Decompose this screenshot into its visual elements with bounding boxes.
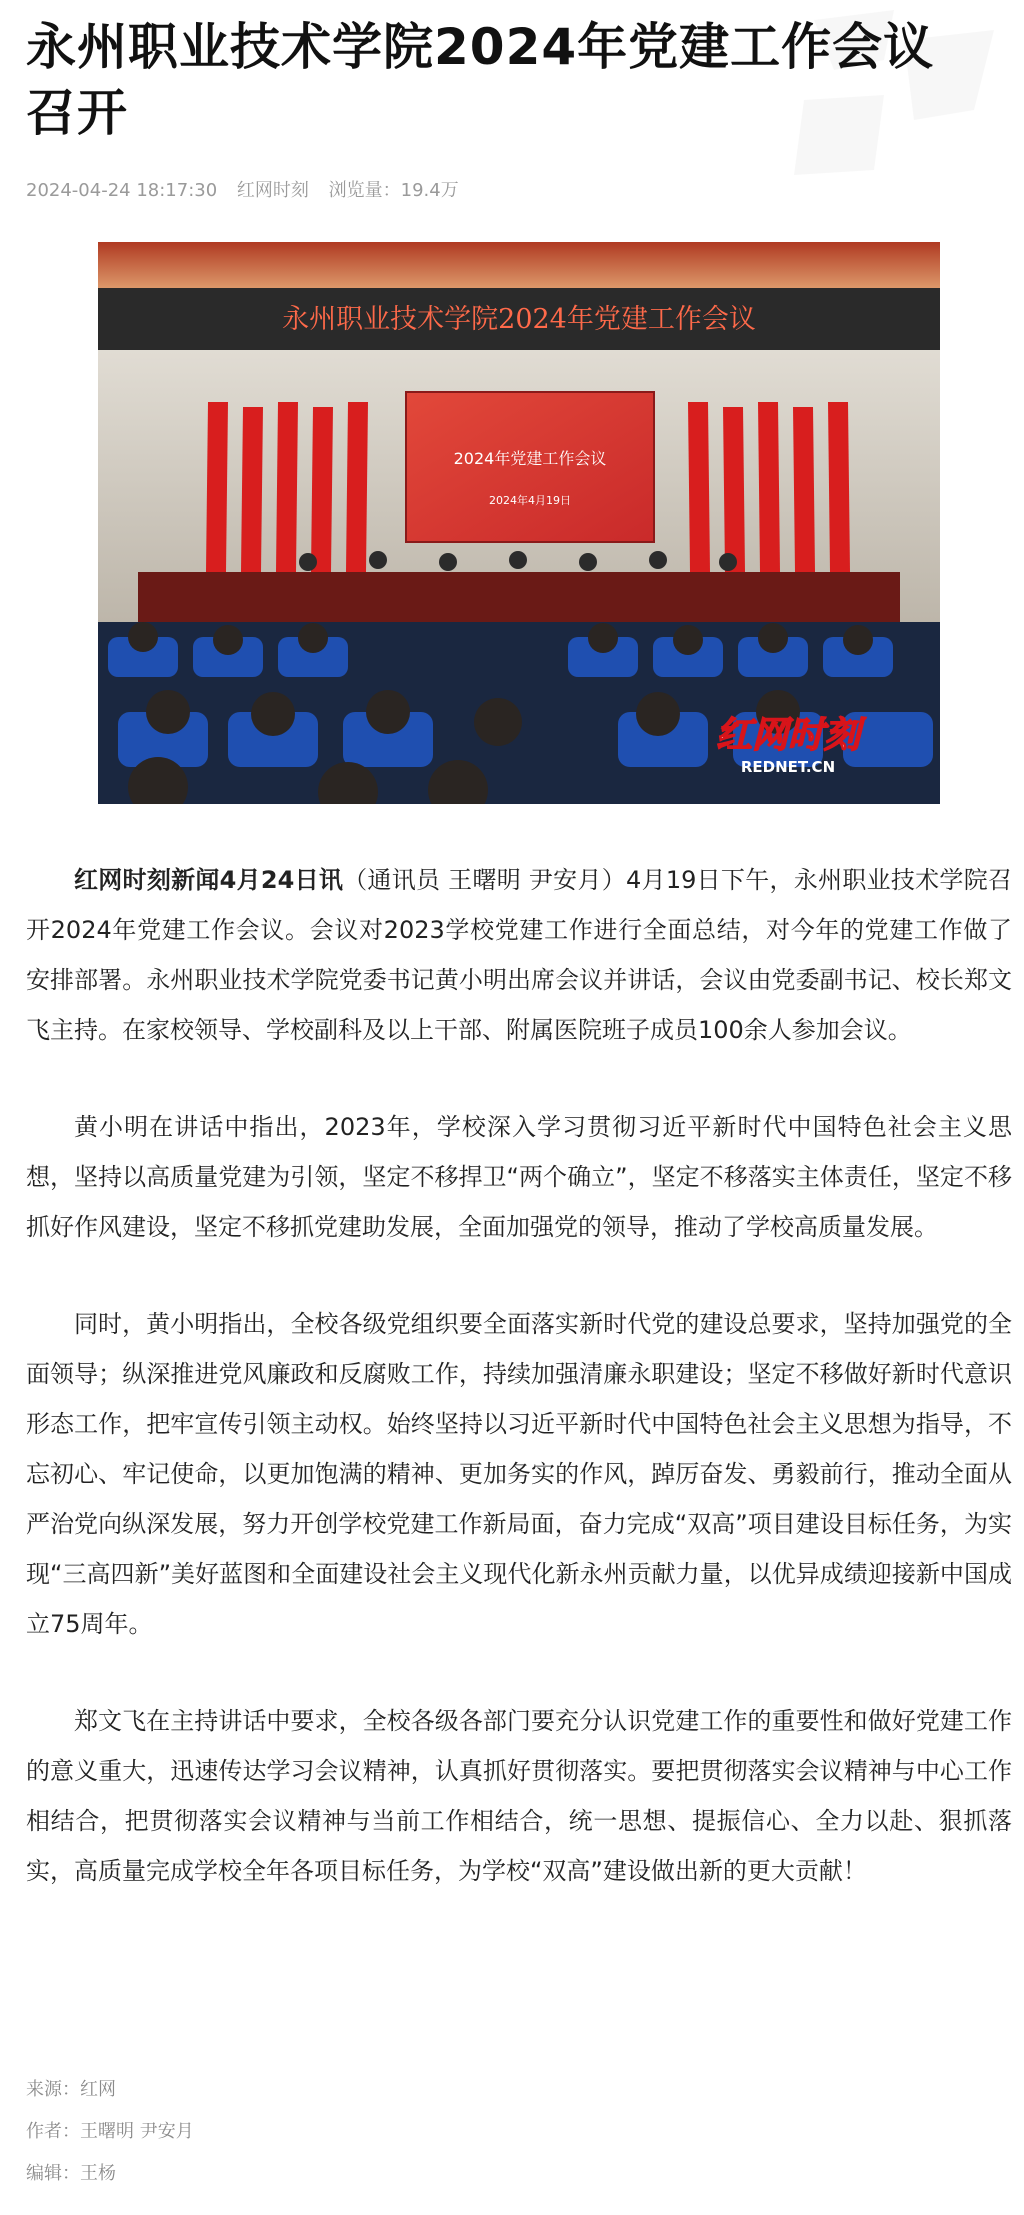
meeting-photo-illustration xyxy=(98,242,940,804)
view-count-value: 19.4万 xyxy=(400,180,459,201)
article-credits xyxy=(26,2069,194,2195)
credit-author: 作者：王曙明 尹安月 xyxy=(26,2121,194,2142)
view-count xyxy=(329,180,459,201)
news-lead: 红网时刻新闻4月24日讯 xyxy=(74,866,344,894)
article-paragraph: 同时，黄小明指出，全校各级党组织要全面落实新时代党的建设总要求，坚持加强党的全面领导；纵深推进党风廉政和反腐败工作，持续加强清廉永职建设；坚定不移做好新时代意识形态工作，把牢宣传引领主动权。始终坚持以习近平新时代中国特色社会主义思想为指导，不忘初心、牢记使命，以更加饱满的精神、更加务实的作风，踔厉奋发、勇毅前行，推动全面从严治党向纵深发展，努力开创学校党建工作新局面，奋力完成“双高”项目建设目标任务，为实现“三高四新”美好蓝图和全面建设社会主义现代化新永州贡献力量，以优异成绩迎接新中国成立75周年。 xyxy=(26,1310,1012,1638)
view-count-label: 浏览量： xyxy=(328,180,401,201)
article-paragraph: 郑文飞在主持讲话中要求，全校各级各部门要充分认识党建工作的重要性和做好党建工作的意义重大，迅速传达学习会议精神，认真抓好贯彻落实。要把贯彻落实会议精神与中心工作相结合，把贯彻落实会议精神与当前工作相结合，统一思想、提振信心、全力以赴、狠抓落实，高质量完成学校全年各项目标任务，为学校“双高”建设做出新的更大贡献！ xyxy=(26,1707,1012,1885)
credit-editor: 编辑：王杨 xyxy=(26,2163,116,2184)
watermark-main-text: 红网时刻 xyxy=(715,715,861,756)
article-photo xyxy=(98,242,940,804)
watermark-sub-text: REDNET.CN xyxy=(740,758,836,776)
publish-date: 2024-04-24 18:17:30 xyxy=(26,180,218,201)
screen-date: 2024年4月19日 xyxy=(489,494,571,507)
screen-title: 2024年党建工作会议 xyxy=(453,449,607,468)
banner-text: 永州职业技术学院2024年党建工作会议 xyxy=(282,304,756,335)
source-tag: 红网时刻 xyxy=(236,180,309,201)
article-paragraph xyxy=(26,855,1012,1055)
article-body xyxy=(26,855,1012,1943)
paragraph-text: （通讯员 王曙明 尹安月）4月19日下午，永州职业技术学院召开2024年党建工作会议。会议对2023学校党建工作进行全面总结，对今年的党建工作做了安排部署。永州职业技术学院党委书记黄小明出席会议并讲话，会议由党委副书记、校长郑文飞主持。在家校领导、学校副科及以上干部、附属医院班子成员100余人参加会议。 xyxy=(26,866,1012,1044)
article-paragraph: 黄小明在讲话中指出，2023年，学校深入学习贯彻习近平新时代中国特色社会主义思想，坚持以高质量党建为引领，坚定不移捍卫“两个确立”，坚定不移落实主体责任，坚定不移抓好作风建设，坚定不移抓党建助发展，全面加强党的领导，推动了学校高质量发展。 xyxy=(26,1113,1012,1241)
article-title: 永州职业技术学院2024年党建工作会议召开 xyxy=(26,18,935,142)
article-meta xyxy=(26,176,473,202)
credit-source: 来源：红网 xyxy=(26,2079,116,2100)
